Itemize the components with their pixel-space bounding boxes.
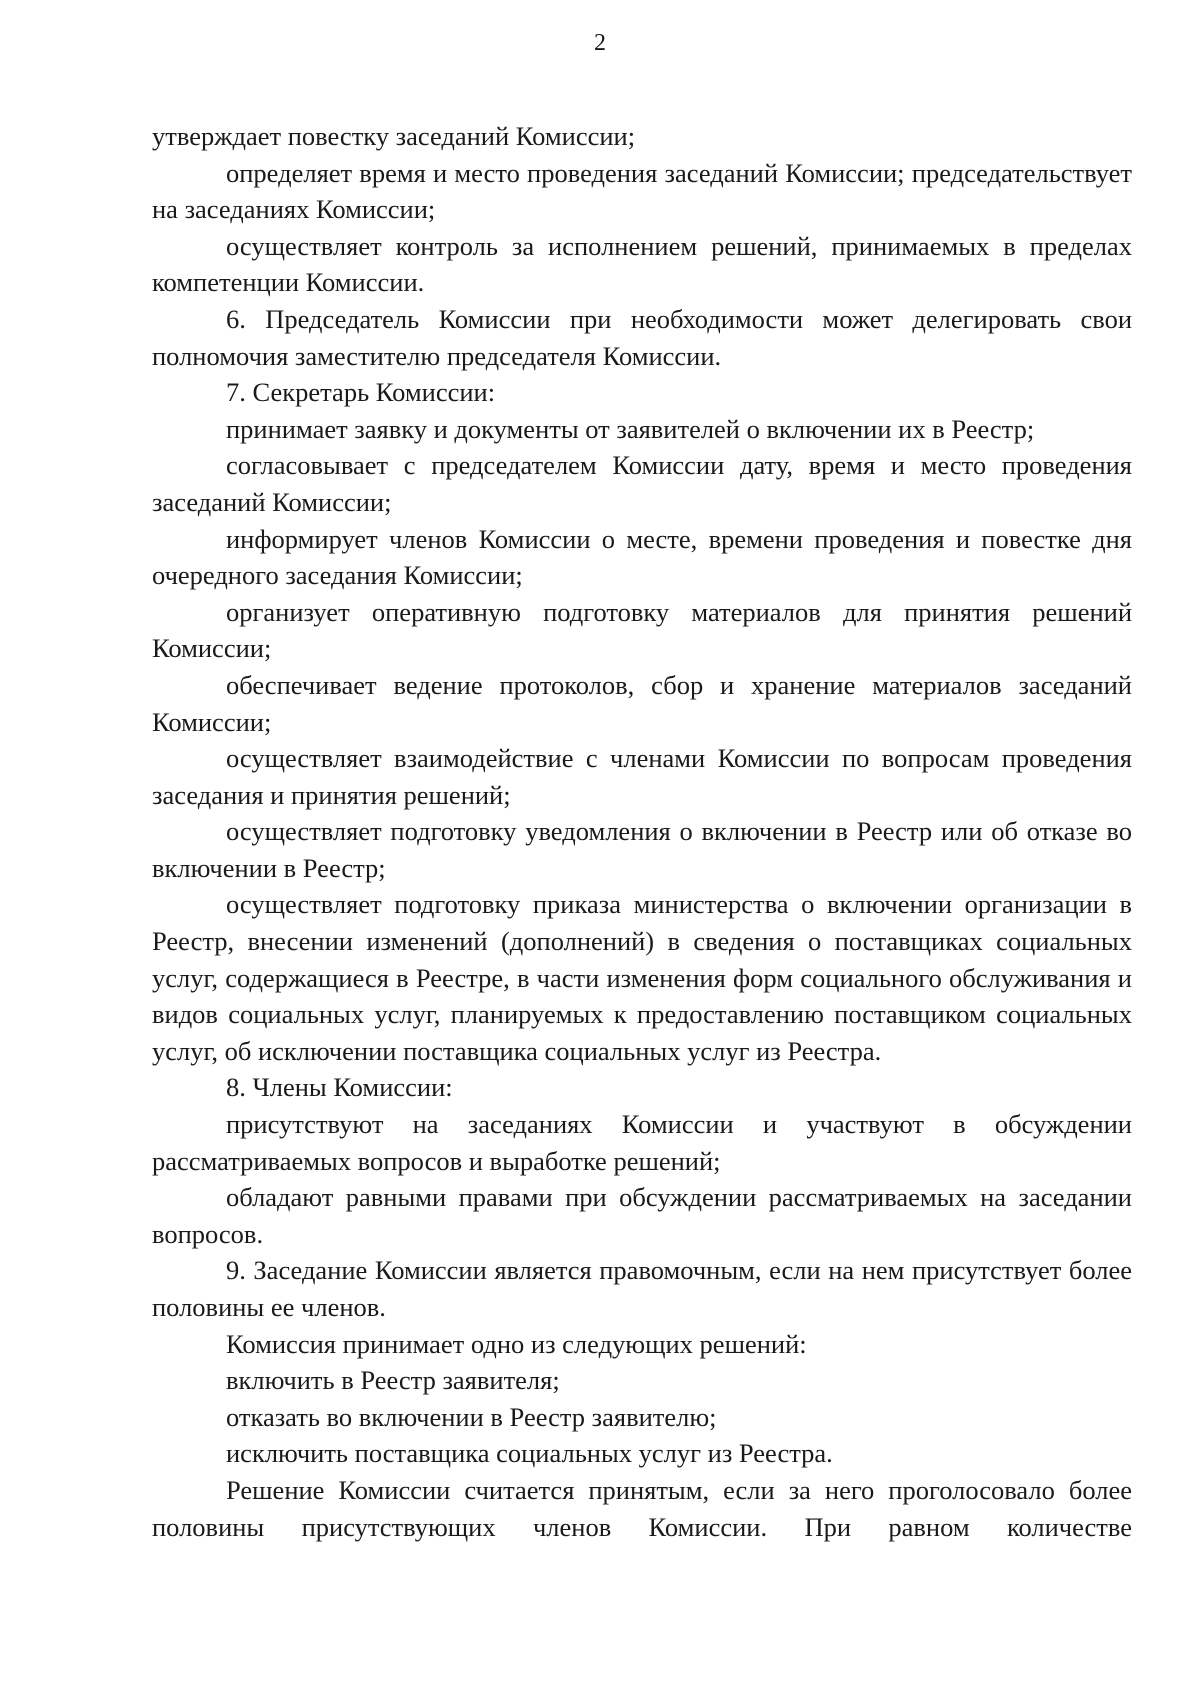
paragraph: Комиссия принимает одно из следующих решений: bbox=[226, 1328, 807, 1359]
paragraph: исключить поставщика социальных услуг из Реестра. bbox=[226, 1438, 833, 1469]
paragraph: 8. Члены Комиссии: bbox=[226, 1072, 453, 1103]
document-body bbox=[152, 118, 1132, 1545]
paragraph: Решение Комиссии считается принятым, если за него проголосовало более половины присутствующих членов Комиссии. При равном количестве bbox=[152, 1474, 1132, 1542]
paragraph: утверждает повестку заседаний Комиссии; bbox=[152, 121, 636, 151]
paragraph: обладают равными правами при обсуждении рассматриваемых на заседании вопросов. bbox=[152, 1182, 1132, 1249]
paragraph: осуществляет подготовку приказа министерства о включении организации в Реестр, внесении изменений (дополнений) в сведения о поставщиках социальных услуг, содержащиеся в Реестре, в части изменения форм социального обслуживания и видов социальных услуг, планируемых к предоставлению поставщиком социальных услуг, об исключении поставщика социальных услуг из Реестра. bbox=[152, 889, 1132, 1066]
paragraph: информирует членов Комиссии о месте, времени проведения и повестке дня очередного заседания Комиссии; bbox=[152, 523, 1132, 591]
paragraph: обеспечивает ведение протоколов, сбор и хранение материалов заседаний Комиссии; bbox=[152, 669, 1132, 737]
paragraph: осуществляет контроль за исполнением решений, принимаемых в пределах компетенции Комиссии. bbox=[152, 230, 1132, 298]
paragraph: 6. Председатель Комиссии при необходимости может делегировать свои полномочия заместителю председателя Комиссии. bbox=[152, 303, 1132, 371]
paragraph: принимает заявку и документы от заявителей о включении их в Реестр; bbox=[226, 413, 1035, 444]
paragraph: определяет время и место проведения заседаний Комиссии; председательствует на заседаниях Комиссии; bbox=[152, 157, 1132, 225]
page-number: 2 bbox=[594, 30, 606, 56]
paragraph: включить в Реестр заявителя; bbox=[226, 1365, 560, 1396]
paragraph: согласовывает с председателем Комиссии дату, время и место проведения заседаний Комиссии; bbox=[152, 450, 1132, 517]
paragraph: отказать во включении в Реестр заявителю; bbox=[226, 1401, 717, 1432]
paragraph: 7. Секретарь Комиссии: bbox=[226, 377, 496, 408]
paragraph: 9. Заседание Комиссии является правомочным, если на нем присутствует более половины ее членов. bbox=[152, 1255, 1132, 1322]
paragraph: организует оперативную подготовку материалов для принятия решений Комиссии; bbox=[152, 596, 1132, 664]
paragraph: осуществляет подготовку уведомления о включении в Реестр или об отказе во включении в Реестр; bbox=[152, 816, 1132, 883]
paragraph: осуществляет взаимодействие с членами Комиссии по вопросам проведения заседания и принятия решений; bbox=[152, 743, 1132, 810]
paragraph: присутствуют на заседаниях Комиссии и участвуют в обсуждении рассматриваемых вопросов и выработке решений; bbox=[152, 1109, 1132, 1176]
